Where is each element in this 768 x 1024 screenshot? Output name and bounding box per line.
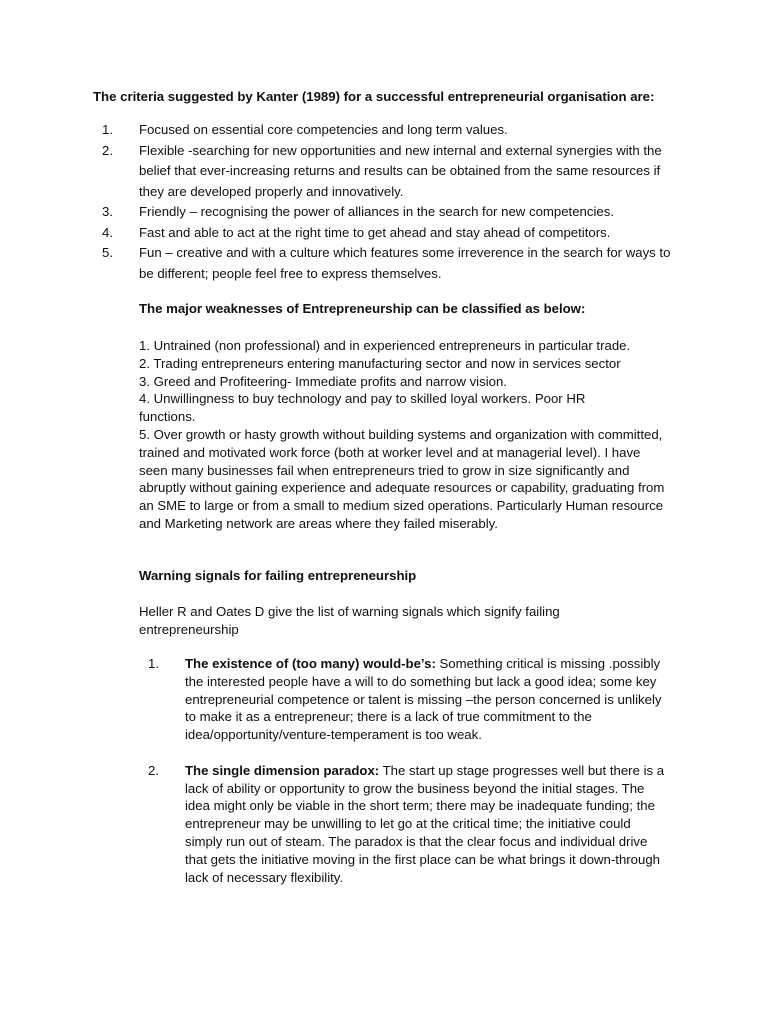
weakness-list bbox=[139, 337, 684, 533]
warning-item-label: The single dimension paradox: bbox=[185, 762, 380, 778]
kanter-item bbox=[93, 141, 673, 203]
warning-intro: Heller R and Oates D give the list of warning signals which signify failing entrepreneurship bbox=[139, 604, 560, 637]
item-text: Friendly – recognising the power of alliances in the search for new competencies. bbox=[139, 204, 615, 219]
kanter-item bbox=[93, 243, 673, 284]
warning-heading: Warning signals for failing entrepreneurship bbox=[139, 568, 417, 583]
item-number: 2. bbox=[102, 142, 113, 158]
item-number: 4. bbox=[102, 224, 113, 240]
item-text: Something critical is missing .possibly the interested people have a will to do something but lack a good idea; some key entrepreneurial competence or talent is missing –the person concerned is unlikely to make it as a entrepreneur; there is a lack of true commitment to the idea/opportunity/venture-temperament is too weak. bbox=[185, 656, 662, 743]
kanter-item bbox=[93, 223, 673, 244]
weakness-item: 5. Over growth or hasty growth without building systems and organization with committed, trained and motivated work force (both at worker level and at managerial level). I have seen many businesses fail when entrepreneurs tried to grow in size significantly and abruptly without gaining experience and adequate resources or capability, graduating from an SME to large or from a small to medium sized operations. Particularly Human resource and Marketing network are areas where they failed miserably. bbox=[139, 426, 665, 531]
warning-item-label: The existence of (too many) would-be’s: bbox=[185, 656, 436, 671]
item-number: 2. bbox=[148, 762, 159, 778]
item-text: The start up stage progresses well but there is a lack of ability or opportunity to grow the business beyond the initial stages. The idea might only be viable in the short term; there may be inadequate funding; the entrepreneur may be unwilling to let go at the critical time; the initiative could simply run out of steam. The paradox is that the clear focus and individual drive that gets the initiative moving in the first place can be what brings it down-through lack of necessary flexibility. bbox=[185, 762, 665, 885]
kanter-item bbox=[93, 202, 673, 223]
kanter-heading: The criteria suggested by Kanter (1989) for a successful entrepreneurial organisation are: bbox=[93, 89, 655, 104]
item-text: Flexible -searching for new opportunities and new internal and external synergies with the belief that ever-increasing returns and results can be obtained from the same resources if they are developed properly and innovatively. bbox=[139, 142, 662, 199]
kanter-item bbox=[93, 120, 673, 141]
item-number: 1. bbox=[102, 122, 113, 137]
warning-list bbox=[139, 655, 671, 886]
weakness-item: 3. Greed and Profiteering- Immediate profits and narrow vision. bbox=[139, 373, 507, 389]
warning-item bbox=[139, 655, 671, 744]
weakness-item: 4. Unwillingness to buy technology and pay to skilled loyal workers. Poor HR functions. bbox=[139, 391, 586, 425]
weakness-item: 2. Trading entrepreneurs entering manufacturing sector and now in services sector bbox=[139, 355, 621, 371]
item-text: Focused on essential core competencies and long term values. bbox=[139, 122, 508, 137]
weakness-heading: The major weaknesses of Entrepreneurship can be classified as below: bbox=[139, 301, 586, 316]
item-number: 3. bbox=[102, 204, 113, 219]
item-text: Fast and able to act at the right time to get ahead and stay ahead of competitors. bbox=[139, 224, 611, 240]
item-number: 5. bbox=[102, 245, 113, 260]
weakness-item: 1. Untrained (non professional) and in experienced entrepreneurs in particular trade. bbox=[139, 338, 631, 353]
item-number: 1. bbox=[148, 656, 159, 671]
kanter-list bbox=[93, 120, 673, 284]
warning-item bbox=[139, 762, 671, 887]
item-text: Fun – creative and with a culture which features some irreverence in the search for ways to be different; people feel free to express themselves. bbox=[139, 245, 671, 281]
